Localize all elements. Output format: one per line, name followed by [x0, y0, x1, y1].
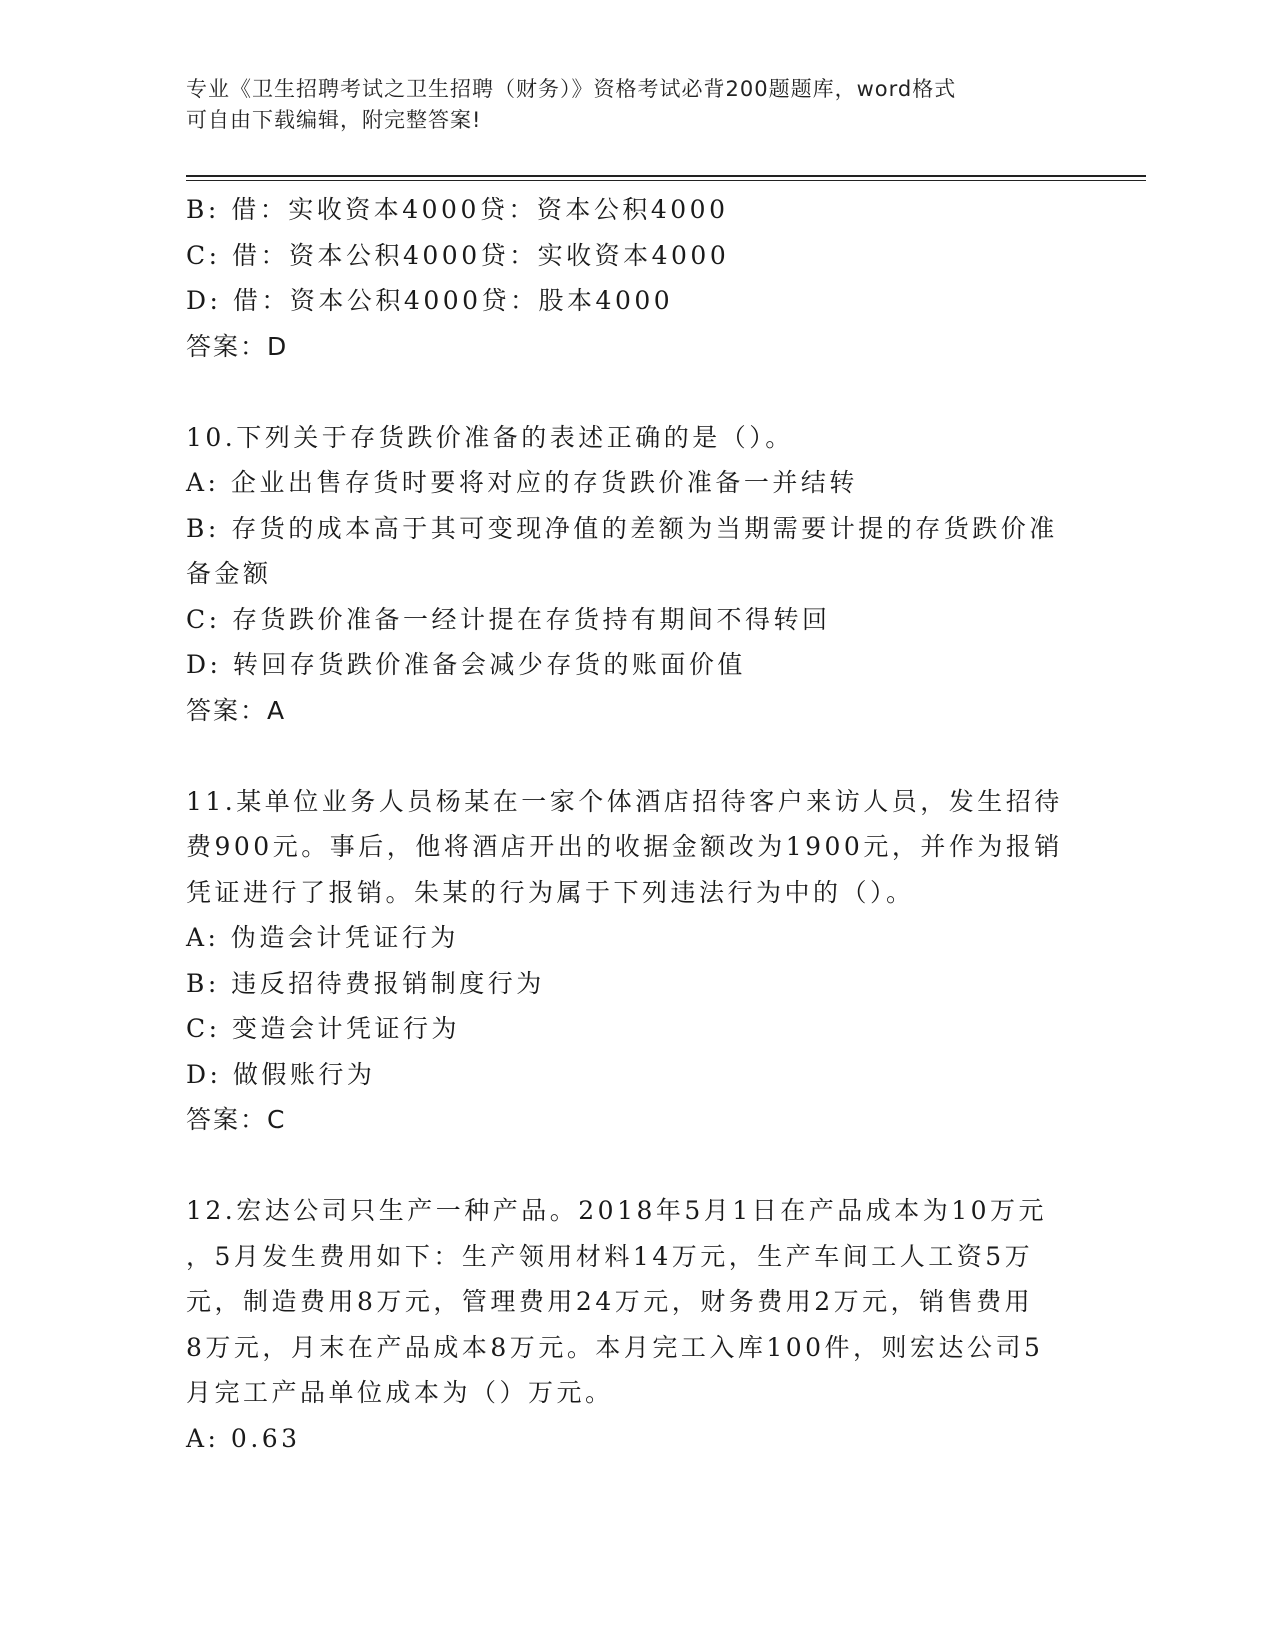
option-d: D: 借：资本公积4000贷：股本4000	[186, 286, 674, 315]
option-d: D: 做假账行为	[186, 1059, 376, 1089]
option-b-line-2: 备金额	[186, 559, 272, 588]
answer: 答案：D	[186, 331, 289, 361]
question-text-line-1: 12.宏达公司只生产一种产品。2018年5月1日在产品成本为10万元	[186, 1196, 1048, 1225]
spacer	[186, 1143, 1076, 1189]
option-a: A: 0.63	[186, 1423, 301, 1453]
question-11	[186, 779, 1076, 1143]
option-a: A: 企业出售存货时要将对应的存货跌价准备一并结转	[186, 468, 858, 497]
question-9	[186, 187, 1076, 369]
question-10	[186, 415, 1076, 734]
header-divider-thick	[186, 175, 1146, 177]
spacer	[186, 369, 1076, 415]
option-d: D: 转回存货跌价准备会减少存货的账面价值	[186, 650, 746, 679]
header-divider-thin	[186, 180, 1146, 181]
option-c: C: 借：资本公积4000贷：实收资本4000	[186, 240, 730, 270]
header-line-1: 专业《卫生招聘考试之卫生招聘（财务）》资格考试必背200题题库，word格式	[186, 77, 957, 101]
option-a: A: 伪造会计凭证行为	[186, 923, 459, 952]
answer: 答案：C	[186, 1105, 287, 1134]
question-list	[186, 187, 1076, 1461]
spacer	[186, 733, 1076, 779]
option-c: C: 存货跌价准备一经计提在存货持有期间不得转回	[186, 604, 831, 634]
answer: 答案：A	[186, 695, 287, 725]
question-text-line-3: 元，制造费用8万元，管理费用24万元，财务费用2万元，销售费用	[186, 1287, 1034, 1316]
question-12	[186, 1188, 1076, 1461]
question-text-line-4: 8万元，月末在产品成本8万元。本月完工入库100件，则宏达公司5	[186, 1332, 1044, 1362]
question-text-line-5: 月完工产品单位成本为（）万元。	[186, 1378, 614, 1407]
option-b-line-1: B: 存货的成本高于其可变现净值的差额为当期需要计提的存货跌价准	[186, 513, 1058, 543]
question-text-line-1: 11.某单位业务人员杨某在一家个体酒店招待客户来访人员，发生招待	[186, 786, 1063, 816]
option-c: C: 变造会计凭证行为	[186, 1014, 460, 1043]
option-b: B: 违反招待费报销制度行为	[186, 968, 545, 998]
document-header	[186, 74, 1066, 136]
header-line-2: 可自由下载编辑，附完整答案!	[186, 108, 482, 132]
question-text: 10.下列关于存货跌价准备的表述正确的是（）。	[186, 422, 794, 452]
question-text-line-2: 费900元。事后，他将酒店开出的收据金额改为1900元，并作为报销	[186, 832, 1063, 861]
option-b: B: 借：实收资本4000贷：资本公积4000	[186, 195, 729, 224]
question-text-line-3: 凭证进行了报销。朱某的行为属于下列违法行为中的（）。	[186, 877, 915, 907]
question-text-line-2: ，5月发生费用如下：生产领用材料14万元，生产车间工人工资5万	[186, 1241, 1034, 1271]
